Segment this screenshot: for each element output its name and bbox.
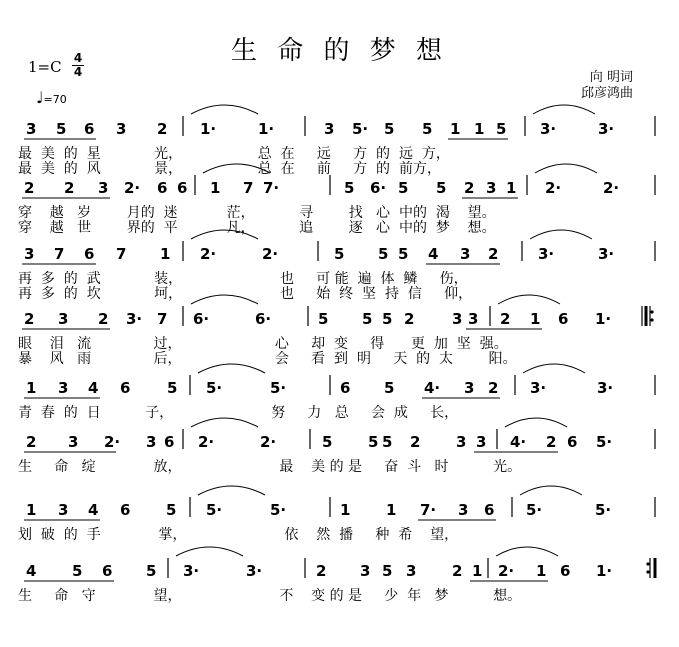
- note: 3: [452, 310, 463, 328]
- lyric-line: 青 春 的 日 子， 努 力 总 会 成 长，: [18, 405, 459, 421]
- repeat-dot: [650, 310, 653, 313]
- repeat-dot: [650, 318, 653, 321]
- note: 1: [26, 379, 37, 397]
- lyricist-credit: 向 明词: [589, 70, 633, 85]
- note: 5: [56, 120, 67, 138]
- note: 5: [167, 379, 178, 397]
- repeat-dot: [646, 562, 649, 565]
- note: 4: [26, 562, 37, 580]
- note: 2: [316, 562, 327, 580]
- note: 1: [450, 120, 461, 138]
- note: 1: [530, 310, 541, 328]
- tie-arc: [176, 547, 243, 556]
- lyric-line: 穿 越 岁 月的 迷 茫， 寻 找 心 中的 渴 望。: [18, 205, 496, 221]
- note: 2: [452, 562, 463, 580]
- tie-arc: [533, 105, 595, 114]
- note: 5: [382, 562, 393, 580]
- note: 3: [476, 433, 487, 451]
- note: 3·: [597, 379, 614, 397]
- note: 3·: [598, 120, 615, 138]
- note: 7·: [420, 501, 437, 519]
- note: 5: [318, 310, 329, 328]
- note: 6·: [255, 310, 272, 328]
- note: 2: [64, 179, 75, 197]
- note: 2: [410, 433, 421, 451]
- note: 5: [72, 562, 83, 580]
- note: 5·: [596, 433, 613, 451]
- note: 2: [26, 433, 37, 451]
- note: 3: [468, 310, 479, 328]
- lyric-line: 最 美 的 星 光， 总 在 远 方 的 远 方，: [18, 146, 450, 162]
- note: 2: [98, 310, 109, 328]
- note: 5: [362, 310, 373, 328]
- tie-arc: [198, 486, 265, 495]
- note: 5: [378, 245, 389, 263]
- note: 2·: [198, 433, 215, 451]
- note: 6: [177, 179, 188, 197]
- note: 5: [344, 179, 355, 197]
- lyric-line: 最 美 的 风 景， 总 在 前 方 的 前方，: [18, 161, 441, 177]
- note: 3: [456, 433, 467, 451]
- note: 2: [24, 179, 35, 197]
- note: 5·: [206, 501, 223, 519]
- lyric-line: 生 命 守 望， 不 变 的 是 少 年 梦 想。: [18, 588, 522, 604]
- note: 5: [382, 433, 393, 451]
- lyric-line: 再 多 的 坎 坷， 也 始 终 坚 持 信 仰，: [18, 286, 473, 302]
- note: 2: [488, 245, 499, 263]
- note: 2: [500, 310, 511, 328]
- note: 5: [422, 120, 433, 138]
- note: 3: [486, 179, 497, 197]
- note: 1: [386, 501, 397, 519]
- note: 1·: [595, 310, 612, 328]
- note: 3: [98, 179, 109, 197]
- note: 2·: [498, 562, 515, 580]
- note: 1·: [258, 120, 275, 138]
- note: 7: [157, 310, 168, 328]
- tie-arc: [191, 105, 258, 114]
- note: 3·: [183, 562, 200, 580]
- note: 2·: [124, 179, 141, 197]
- note: 1: [474, 120, 485, 138]
- tie-arc: [520, 486, 582, 495]
- note: 3·: [598, 245, 615, 263]
- note: 2: [24, 310, 35, 328]
- note: 1: [340, 501, 351, 519]
- time-signature-bottom: 4: [73, 65, 83, 79]
- note: 5·: [352, 120, 369, 138]
- note: 3: [406, 562, 417, 580]
- note: 2: [404, 310, 415, 328]
- note: 5·: [595, 501, 612, 519]
- note: 2·: [260, 433, 277, 451]
- lyric-line: 生 命 绽 放， 最 美 的 是 奋 斗 时 光。: [18, 459, 522, 475]
- note: 6: [84, 120, 95, 138]
- tie-arc: [535, 164, 597, 173]
- note: 5: [166, 501, 177, 519]
- tie-arc: [530, 230, 592, 239]
- note: 3: [464, 379, 475, 397]
- note: 3: [58, 379, 69, 397]
- note: 1: [506, 179, 517, 197]
- note: 5: [398, 245, 409, 263]
- note: 5·: [206, 379, 223, 397]
- note: 1: [160, 245, 171, 263]
- note: 6: [157, 179, 168, 197]
- repeat-dot: [646, 570, 649, 573]
- note: 3: [58, 501, 69, 519]
- note: 1: [26, 501, 37, 519]
- note: 6: [340, 379, 351, 397]
- note: 6·: [370, 179, 387, 197]
- note: 3·: [126, 310, 143, 328]
- tie-arc: [496, 547, 558, 556]
- note: 3: [460, 245, 471, 263]
- note: 7: [54, 245, 65, 263]
- note: 5: [382, 310, 393, 328]
- note: 2: [488, 379, 499, 397]
- note: 4: [88, 379, 99, 397]
- note: 3: [68, 433, 79, 451]
- note: 2: [464, 179, 475, 197]
- tempo-value: =70: [43, 93, 67, 106]
- note: 5·: [526, 501, 543, 519]
- tie-arc: [505, 418, 567, 427]
- note: 6: [84, 245, 95, 263]
- tie-arc: [498, 295, 560, 304]
- note: 1·: [200, 120, 217, 138]
- note: 3: [360, 562, 371, 580]
- note: 4: [428, 245, 439, 263]
- note: 6: [484, 501, 495, 519]
- note: 5: [398, 179, 409, 197]
- note: 1: [536, 562, 547, 580]
- note: 5: [322, 433, 333, 451]
- note: 6: [164, 433, 175, 451]
- note: 3: [458, 501, 469, 519]
- note: 2·: [262, 245, 279, 263]
- note: 3: [58, 310, 69, 328]
- note: 4·: [510, 433, 527, 451]
- note: 6: [567, 433, 578, 451]
- note: 5: [384, 120, 395, 138]
- note: 7: [116, 245, 127, 263]
- note: 5: [146, 562, 157, 580]
- key-signature: 1=C: [28, 58, 62, 76]
- note: 5: [368, 433, 379, 451]
- note: 1·: [596, 562, 613, 580]
- note: 5: [334, 245, 345, 263]
- note: 3: [324, 120, 335, 138]
- note: 6: [558, 310, 569, 328]
- note: 6·: [193, 310, 210, 328]
- note: 2·: [200, 245, 217, 263]
- note: 5: [384, 379, 395, 397]
- lyric-line: 划 破 的 手 掌， 依 然 播 种 希 望，: [18, 527, 459, 543]
- note: 5·: [270, 379, 287, 397]
- note: 3: [146, 433, 157, 451]
- note: 5: [496, 120, 507, 138]
- note: 3·: [530, 379, 547, 397]
- note: 2·: [603, 179, 620, 197]
- note: 2·: [545, 179, 562, 197]
- song-title: 生 命 的 梦 想: [230, 36, 449, 66]
- tie-arc: [523, 364, 585, 373]
- lyric-line: 再 多 的 武 装， 也 可 能 遍 体 鳞 伤，: [18, 271, 468, 287]
- note: 1: [472, 562, 483, 580]
- quarter-note-icon: ♩: [36, 88, 44, 107]
- note: 2: [157, 120, 168, 138]
- note: 2: [546, 433, 557, 451]
- note: 6: [120, 379, 131, 397]
- lyric-line: 暴 风 雨 后， 会 看 到 明 天 的 太 阳。: [18, 351, 517, 367]
- note: 7: [243, 179, 254, 197]
- note: 7·: [263, 179, 280, 197]
- composer-credit: 邱彦鸿曲: [580, 86, 633, 101]
- note: 2·: [104, 433, 121, 451]
- note: 4·: [424, 379, 441, 397]
- note: 5: [436, 179, 447, 197]
- note: 4: [88, 501, 99, 519]
- note: 6: [120, 501, 131, 519]
- note: 1: [210, 179, 221, 197]
- note: 3: [24, 245, 35, 263]
- lyric-line: 眼 泪 流 过， 心 却 变 得 更 加 坚 强。: [18, 336, 508, 352]
- time-signature-top: 4: [73, 51, 83, 65]
- note: 3·: [540, 120, 557, 138]
- note: 3·: [538, 245, 555, 263]
- note: 6: [560, 562, 571, 580]
- note: 3: [116, 120, 127, 138]
- note: 3·: [246, 562, 263, 580]
- lyric-line: 穿 越 世 界的 平 凡， 追 逐 心 中的 梦 想。: [18, 220, 496, 236]
- note: 5·: [270, 501, 287, 519]
- note: 3: [26, 120, 37, 138]
- note: 6: [102, 562, 113, 580]
